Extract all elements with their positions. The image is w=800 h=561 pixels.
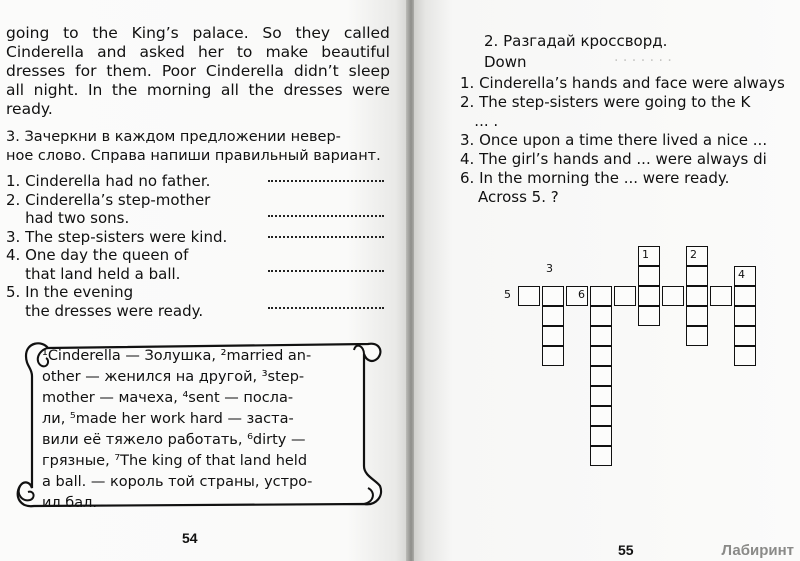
story-word: didn’t [293, 62, 339, 80]
story-word: and [97, 43, 127, 61]
story-line [6, 100, 390, 119]
page-number-right: 55 [618, 542, 634, 558]
story-line [6, 43, 390, 62]
glossary-text [42, 346, 364, 514]
task-3-item-text: 4. One day the queen of [6, 246, 189, 264]
across-heading: Across [478, 188, 527, 206]
crossword-cell[interactable] [734, 346, 756, 366]
across-clue-text: 5. ? [531, 188, 559, 206]
watermark-logo: Лабиринт [721, 542, 794, 559]
story-word: they [295, 24, 331, 42]
crossword-number: 1 [642, 248, 649, 261]
show-through-text: · · · · · · · [614, 53, 672, 69]
crossword-cell[interactable] [518, 286, 540, 306]
crossword-number: 6 [578, 288, 585, 301]
answer-blank[interactable] [268, 307, 384, 309]
crossword-cell[interactable] [542, 286, 564, 306]
story-word: them. [106, 62, 152, 80]
crossword-cell[interactable] [734, 326, 756, 346]
glossary-line: грязные, ⁷The king of that land held [42, 453, 308, 469]
answer-blank[interactable] [268, 270, 384, 272]
right-page [414, 0, 800, 561]
task-3-item-text: 3. The step-sisters were kind. [6, 227, 228, 246]
crossword-number: 3 [546, 262, 553, 275]
crossword-cell[interactable] [590, 346, 612, 366]
story-word: King’s [131, 24, 179, 42]
task-3-item-text: 1. Cinderella had no father. [6, 172, 211, 190]
task-3-item-text: 2. Cinderella’s step-mother [6, 190, 211, 209]
story-word: ready. [6, 100, 53, 118]
crossword-cell[interactable] [734, 306, 756, 326]
crossword-cell[interactable] [542, 326, 564, 346]
story-word: palace. [192, 24, 249, 42]
story-line [6, 62, 390, 81]
glossary-line: ¹Cinderella — Золушка, ²married an- [42, 348, 312, 364]
task-3-item [6, 172, 386, 191]
crossword-cell[interactable] [590, 426, 612, 446]
story-line [6, 81, 390, 100]
crossword-cell[interactable] [638, 266, 660, 286]
story-word: to [63, 24, 79, 42]
crossword-cell[interactable] [590, 386, 612, 406]
story-word: all [220, 81, 239, 99]
story-word: her [197, 43, 224, 61]
story-word: Cinderella [6, 43, 85, 61]
story-word: the [248, 81, 274, 99]
story-word: So [262, 24, 282, 42]
story-word: make [265, 43, 309, 61]
task-3-items [6, 172, 386, 320]
down-heading: Down [484, 53, 527, 71]
crossword-cell[interactable] [542, 306, 564, 326]
crossword-cell[interactable] [686, 266, 708, 286]
task-3-item-text: the dresses were ready. [6, 301, 204, 320]
crossword-cell[interactable] [590, 326, 612, 346]
crossword-cell[interactable] [638, 306, 660, 326]
down-clue: ... . [460, 112, 499, 130]
crossword-cell[interactable] [542, 346, 564, 366]
story-word: morning [146, 81, 212, 99]
crossword-cell[interactable] [686, 326, 708, 346]
task-3-item-text: 5. In the evening [6, 283, 134, 301]
story-paragraph [6, 24, 390, 119]
task-3-line-1: 3. Зачеркни в каждом предложении невер- [6, 129, 341, 145]
down-clue: 4. The girl’s hands and ... were always di [460, 150, 767, 168]
story-word: the [111, 81, 138, 99]
glossary-line: mother — мачеха, ⁴sent — посла- [42, 390, 294, 406]
down-clue: 1. Cinderella’s hands and face were always [460, 74, 785, 92]
answer-blank[interactable] [268, 180, 384, 182]
task-3-item [6, 283, 386, 320]
across-clue [478, 188, 559, 207]
glossary-line: other — женился на другой, ³step- [42, 369, 305, 385]
task-3-line-2: ное слово. Справа напиши правильный вариант. [6, 148, 381, 164]
crossword-cell[interactable] [590, 306, 612, 326]
story-word: night. [33, 81, 79, 99]
story-word: all [6, 81, 25, 99]
story-word: the [92, 24, 118, 42]
crossword-number: 5 [504, 288, 511, 301]
task-3-item-text: that land held a ball. [6, 264, 181, 283]
crossword-cell[interactable] [590, 446, 612, 466]
down-clue: 2. The step-sisters were going to the K [460, 93, 751, 111]
page-number-left: 54 [182, 530, 198, 546]
crossword-number: 2 [690, 248, 697, 261]
crossword-cell[interactable] [590, 366, 612, 386]
story-line [6, 24, 390, 43]
down-clue: 6. In the morning the ... were ready. [460, 169, 730, 187]
story-word: asked [139, 43, 185, 61]
story-word: dresses [6, 62, 66, 80]
story-word: going [6, 24, 50, 42]
crossword-cell[interactable] [710, 286, 732, 306]
crossword-cell[interactable] [686, 306, 708, 326]
crossword-cell[interactable] [638, 286, 660, 306]
glossary-line: ил бал. [42, 495, 98, 511]
crossword-cell[interactable] [686, 286, 708, 306]
answer-blank[interactable] [268, 236, 384, 238]
crossword-cell[interactable] [590, 406, 612, 426]
story-word: beautiful [321, 43, 390, 61]
task-3-item [6, 246, 386, 283]
task-3-instruction [6, 128, 390, 166]
glossary-line: a ball. — король той страны, устро- [42, 474, 313, 490]
glossary-line: ли, ⁵made her work hard — заста- [42, 411, 294, 427]
task-3-item [6, 228, 386, 247]
story-word: for [75, 62, 97, 80]
down-clues [460, 74, 785, 188]
task-3-item [6, 191, 386, 228]
crossword-cell[interactable] [734, 286, 756, 306]
story-word: sleep [348, 62, 390, 80]
task-2-title: 2. Разгадай кроссворд. [484, 32, 668, 50]
story-word: Poor [161, 62, 196, 80]
story-word: Cinderella [205, 62, 284, 80]
crossword-cell[interactable] [662, 286, 684, 306]
story-word: to [236, 43, 253, 61]
story-word: were [352, 81, 390, 99]
story-word: called [343, 24, 390, 42]
crossword-cell[interactable] [614, 286, 636, 306]
answer-blank[interactable] [268, 215, 384, 217]
story-word: In [87, 81, 103, 99]
down-clue: 3. Once upon a time there lived a nice ... [460, 131, 768, 149]
crossword-number: 4 [738, 268, 745, 281]
task-3-item-text: had two sons. [6, 209, 130, 227]
glossary-line: вили её тяжело работать, ⁶dirty — [42, 432, 306, 448]
story-word: dresses [283, 81, 343, 99]
crossword-cell[interactable] [590, 286, 612, 306]
